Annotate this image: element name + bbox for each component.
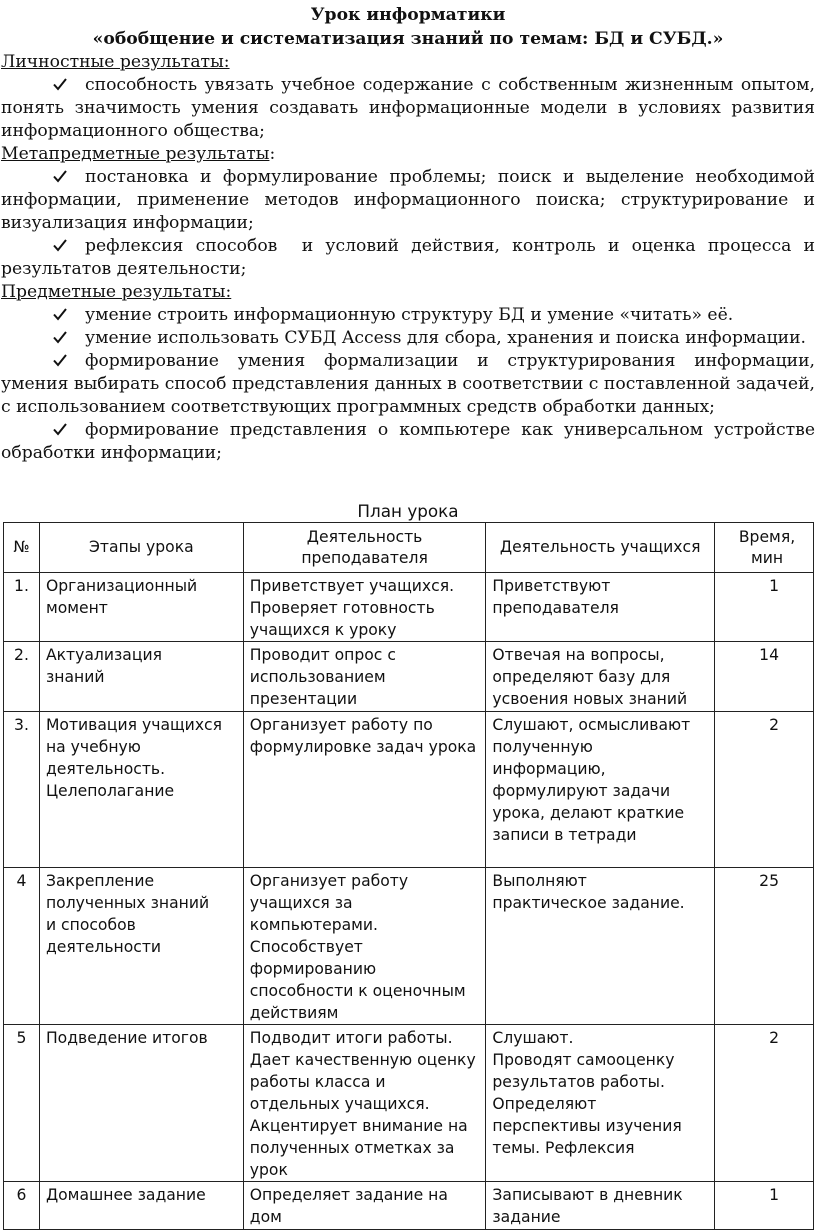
section-heading-text: Личностные результаты: <box>1 52 230 72</box>
section-heading-text: Предметные результаты: <box>1 282 232 302</box>
header-students: Деятельность учащихся <box>486 523 715 573</box>
row-teacher: Организует работу учащихся за компьютерами. Способствует формированию способности к оценочным действиям <box>243 868 486 1025</box>
row-teacher: Подводит итоги работы. Дает качественную оценку работы класса и отдельных учащихся. Акцентирует внимание на полученных отметках за урок <box>243 1025 486 1182</box>
checkmark-icon <box>1 74 85 97</box>
table-row <box>4 642 814 712</box>
list-item-text: умение использовать СУБД Access для сбора, хранения и поиска информации. <box>85 328 807 348</box>
list-item <box>0 419 816 465</box>
checkmark-icon <box>1 166 85 189</box>
section-heading-suffix: : <box>269 144 276 164</box>
row-time: 2 <box>715 1025 814 1182</box>
checkmark-icon <box>1 304 85 327</box>
row-number: 6 <box>4 1182 40 1230</box>
document-title: Урок информатики <box>310 5 506 25</box>
table-row <box>4 868 814 1025</box>
row-stage: Организационный момент <box>39 573 243 642</box>
list-item-text: формирование умения формализации и структурирования информации, умения выбирать способ представления данных в соответствии с поставленной задачей, с использованием соответствующих программных средств обработки данных; <box>1 351 815 417</box>
header-teacher: Деятельность преподавателя <box>243 523 486 573</box>
row-time: 1 <box>715 573 814 642</box>
row-students: Слушают, осмысливают полученную информацию, формулируют задачи урока, делают краткие записи в тетради <box>486 712 715 868</box>
row-stage: Актуализация знаний <box>39 642 243 712</box>
table-row <box>4 573 814 642</box>
row-students: Слушают. Проводят самооценку результатов работы. Определяют перспективы изучения темы. Рефлексия <box>486 1025 715 1182</box>
row-students: Выполняют практическое задание. <box>486 868 715 1025</box>
checkmark-icon <box>1 235 85 258</box>
table-header-row <box>4 523 814 573</box>
list-item-text: способность увязать учебное содержание с собственным жизненным опытом, понять значимость умения создавать информационные модели в условиях развития информационного общества; <box>1 75 815 141</box>
row-stage: Закрепление полученных знаний и способов деятельности <box>39 868 243 1025</box>
plan-title: План урока <box>357 501 459 521</box>
list-item <box>0 327 816 350</box>
section-heading-text: Метапредметные результаты <box>1 144 270 164</box>
row-teacher: Приветствует учащихся. Проверяет готовность учащихся к уроку <box>243 573 486 642</box>
row-teacher: Определяет задание на дом <box>243 1182 486 1230</box>
row-number: 2. <box>4 642 40 712</box>
row-teacher: Организует работу по формулировке задач урока <box>243 712 486 868</box>
list-item-text: постановка и формулирование проблемы; поиск и выделение необходимой информации, применение методов информационного поиска; структурирование и визуализация информации; <box>1 167 815 233</box>
section-heading-personal <box>0 51 816 74</box>
row-students: Записывают в дневник задание <box>486 1182 715 1230</box>
table-row <box>4 1182 814 1230</box>
row-stage: Подведение итогов <box>39 1025 243 1182</box>
list-item-text: рефлексия способов и условий действия, контроль и оценка процесса и результатов деятельности; <box>1 236 815 279</box>
checkmark-icon <box>1 419 85 442</box>
row-time: 1 <box>715 1182 814 1230</box>
row-teacher: Проводит опрос с использованием презентации <box>243 642 486 712</box>
list-item <box>0 166 816 235</box>
table-row <box>4 1025 814 1182</box>
row-time: 14 <box>715 642 814 712</box>
document-page <box>0 0 816 522</box>
table-row <box>4 712 814 868</box>
lesson-plan-table <box>3 522 814 1230</box>
row-number: 4 <box>4 868 40 1025</box>
header-time: Время, мин <box>715 523 814 573</box>
list-item <box>0 235 816 281</box>
list-item-text: формирование представления о компьютере как универсальном устройстве обработки информации; <box>1 420 815 463</box>
section-heading-subject <box>0 281 816 304</box>
row-number: 1. <box>4 573 40 642</box>
document-subtitle: «обобщение и систематизация знаний по темам: БД и СУБД.» <box>92 29 724 49</box>
row-time: 2 <box>715 712 814 868</box>
row-number: 5 <box>4 1025 40 1182</box>
row-number: 3. <box>4 712 40 868</box>
row-stage: Домашнее задание <box>39 1182 243 1230</box>
header-number: № <box>4 523 40 573</box>
list-item-text: умение строить информационную структуру БД и умение «читать» её. <box>85 305 734 325</box>
list-item <box>0 304 816 327</box>
row-students: Отвечая на вопросы, определяют базу для усвоения новых знаний <box>486 642 715 712</box>
row-students: Приветствуют преподавателя <box>486 573 715 642</box>
checkmark-icon <box>1 350 85 373</box>
row-time: 25 <box>715 868 814 1025</box>
header-stage: Этапы урока <box>39 523 243 573</box>
checkmark-icon <box>1 327 85 350</box>
row-stage: Мотивация учащихся на учебную деятельность. Целеполагание <box>39 712 243 868</box>
list-item <box>0 74 816 143</box>
section-heading-metasubject <box>0 143 816 166</box>
list-item <box>0 350 816 419</box>
